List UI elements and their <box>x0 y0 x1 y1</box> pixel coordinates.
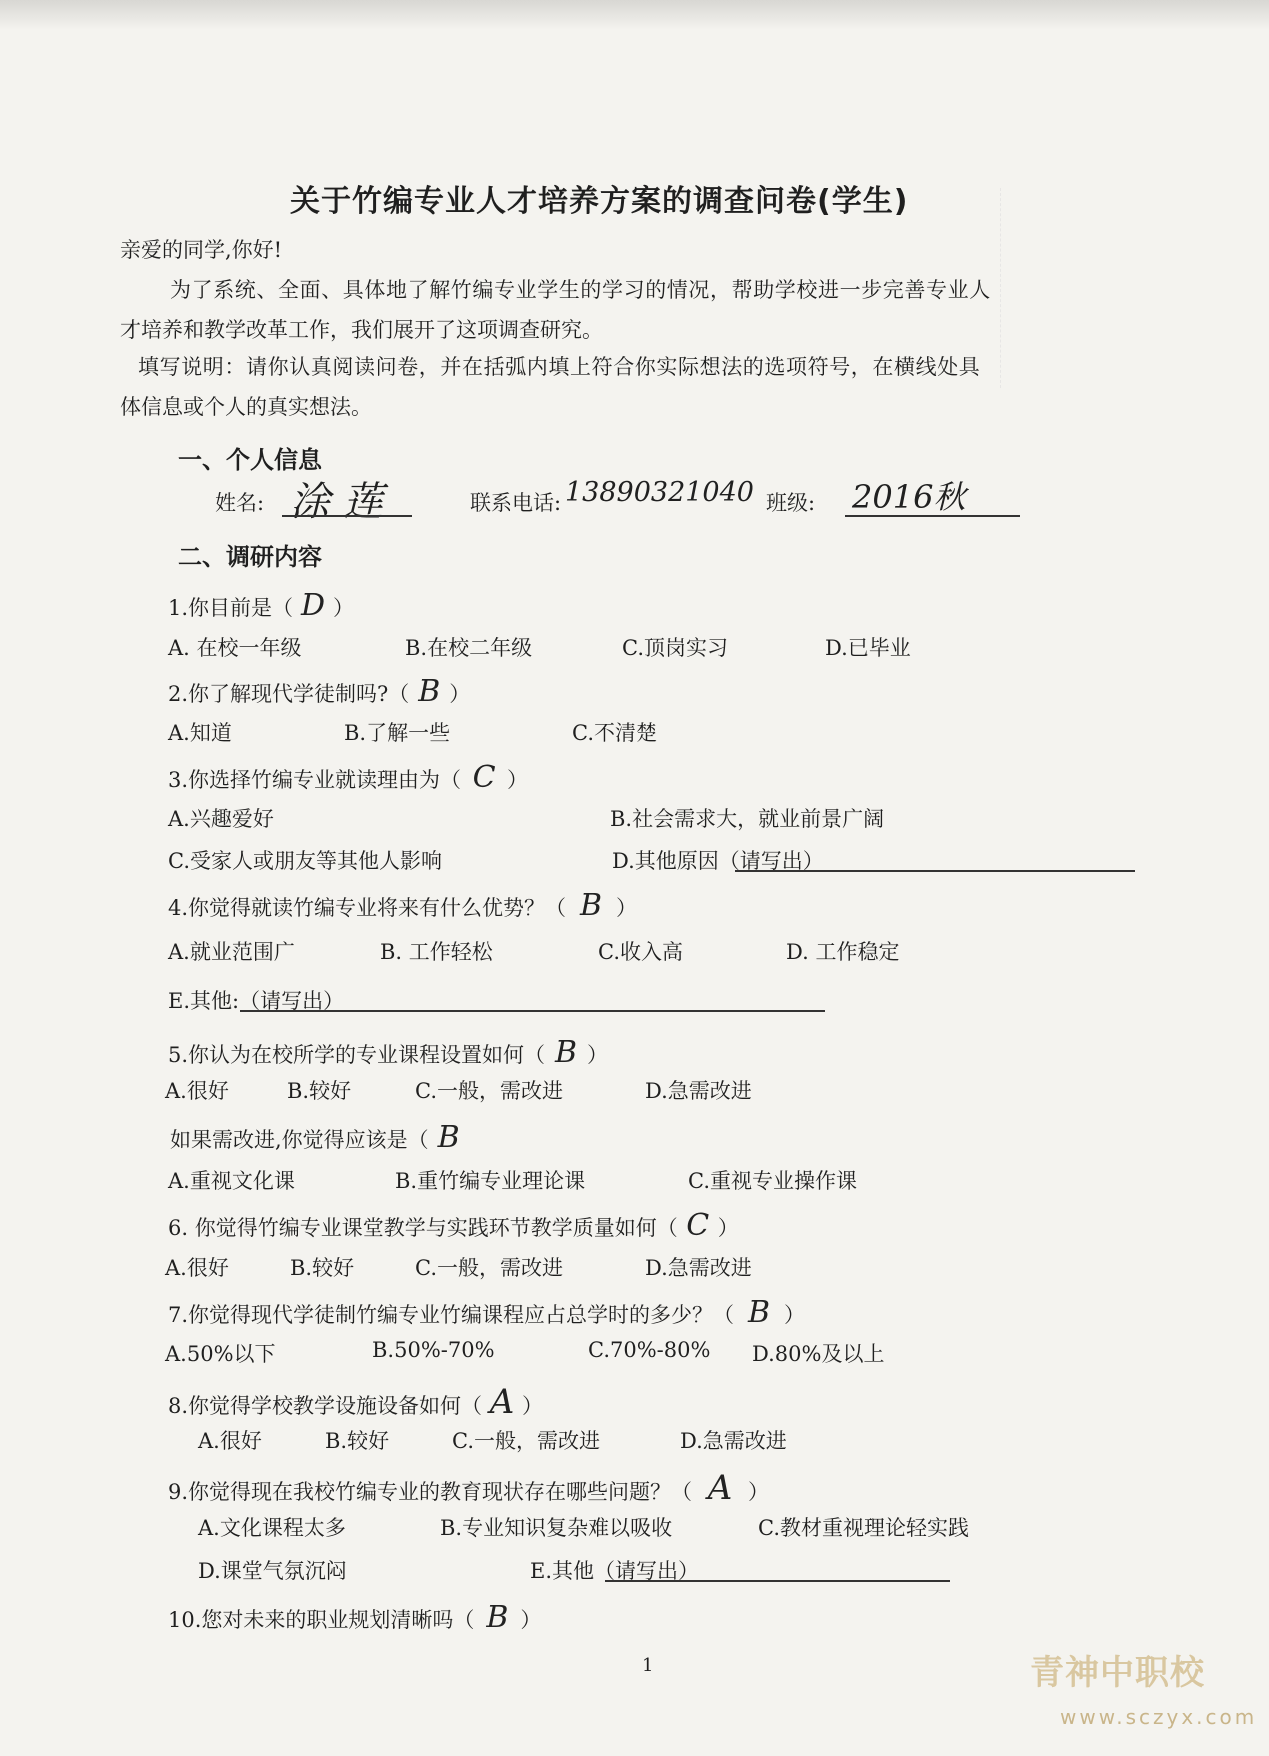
watermark-url: www.sczyx.com <box>1060 1705 1258 1729</box>
q9-option-e: E.其他（请写出） <box>530 1559 700 1583</box>
q9-option-b: B.专业知识复杂难以吸收 <box>440 1516 673 1540</box>
q7-option-d: D.80%及以上 <box>752 1342 885 1366</box>
q7-option-b: B.50%-70% <box>372 1338 495 1362</box>
q6-option-d: D.急需改进 <box>645 1256 752 1280</box>
class-value[interactable]: 2016秋 <box>852 478 966 516</box>
q4-answer[interactable]: B <box>580 888 603 923</box>
q8-option-c: C.一般，需改进 <box>452 1429 600 1453</box>
q5-option-a: A.很好 <box>165 1079 229 1103</box>
watermark-logo-text: 青神中职校 <box>1030 1653 1205 1693</box>
q2-text: 2.你了解现代学徒制吗?（ B ） <box>168 674 471 709</box>
q1-option-a: A. 在校一年级 <box>168 636 302 660</box>
q7-option-c: C.70%-80% <box>588 1338 711 1362</box>
intro-line-2: 才培养和教学改革工作，我们展开了这项调查研究。 <box>120 318 603 342</box>
phone-label: 联系电话: <box>470 491 562 515</box>
q4-option-e: E.其他:（请写出） <box>168 989 345 1013</box>
q4-option-c: C.收入高 <box>598 940 683 964</box>
q9-answer[interactable]: A <box>707 1468 733 1508</box>
q3-option-b: B.社会需求大，就业前景广阔 <box>610 807 885 831</box>
q5-option-c: C.一般，需改进 <box>415 1079 563 1103</box>
q1-option-c: C.顶岗实习 <box>622 636 728 660</box>
q8-option-d: D.急需改进 <box>680 1429 787 1453</box>
q5-sub-option-a: A.重视文化课 <box>168 1169 295 1193</box>
instructions-line-1: 填写说明：请你认真阅读问卷，并在括弧内填上符合你实际想法的选项符号，在横线处具 <box>138 355 981 379</box>
q4-other-line[interactable] <box>240 1010 825 1012</box>
instructions-line-2: 体信息或个人的真实想法。 <box>120 395 372 419</box>
q4-option-d: D. 工作稳定 <box>786 940 900 964</box>
q8-option-b: B.较好 <box>325 1429 390 1453</box>
q5-sub-option-b: B.重竹编专业理论课 <box>395 1169 586 1193</box>
class-underline <box>845 515 1020 517</box>
q3-text: 3.你选择竹编专业就读理由为（ C ） <box>168 760 529 795</box>
phone-value[interactable]: 13890321040 <box>565 477 754 508</box>
q9-other-line[interactable] <box>605 1580 950 1582</box>
section-personal-info: 一、个人信息 <box>178 446 322 474</box>
q6-answer[interactable]: C <box>686 1208 710 1243</box>
section-survey-content: 二、调研内容 <box>178 543 322 571</box>
q10-answer[interactable]: B <box>486 1600 509 1635</box>
q5-text: 5.你认为在校所学的专业课程设置如何（ B ） <box>168 1035 609 1070</box>
q7-option-a: A.50%以下 <box>165 1342 276 1366</box>
q1-text: 1.你目前是（ D ） <box>168 588 355 623</box>
q3-option-d: D.其他原因（请写出） <box>612 849 824 873</box>
q3-answer[interactable]: C <box>472 760 496 795</box>
survey-title: 关于竹编专业人才培养方案的调查问卷(学生) <box>290 184 909 219</box>
greeting: 亲爱的同学,你好! <box>120 238 283 262</box>
q6-text: 6. 你觉得竹编专业课堂教学与实践环节教学质量如何（ C ） <box>168 1208 739 1243</box>
page-number: 1 <box>642 1655 654 1676</box>
q10-text: 10.您对未来的职业规划清晰吗（ B ） <box>168 1600 542 1635</box>
q9-option-c: C.教材重视理论轻实践 <box>758 1516 969 1540</box>
q5-sub-answer[interactable]: B <box>437 1120 460 1155</box>
q3-option-c: C.受家人或朋友等其他人影响 <box>168 849 442 873</box>
q5-sub-option-c: C.重视专业操作课 <box>688 1169 857 1193</box>
q1-option-b: B.在校二年级 <box>405 636 533 660</box>
q4-option-b: B. 工作轻松 <box>380 940 493 964</box>
bleed-through-area <box>1000 188 1181 388</box>
q5-option-b: B.较好 <box>287 1079 352 1103</box>
q5-answer[interactable]: B <box>555 1035 578 1070</box>
q2-option-a: A.知道 <box>168 721 232 745</box>
q2-answer[interactable]: B <box>418 674 441 709</box>
scan-shadow <box>0 0 1269 30</box>
q2-option-b: B.了解一些 <box>344 721 451 745</box>
q9-option-d: D.课堂气氛沉闷 <box>198 1559 347 1583</box>
q5-sub-text: 如果需改进,你觉得应该是（ B <box>170 1120 469 1155</box>
q4-option-a: A.就业范围广 <box>168 940 295 964</box>
q8-text: 8.你觉得学校教学设施设备如何（ A ） <box>168 1382 544 1422</box>
q5-option-d: D.急需改进 <box>645 1079 752 1103</box>
q1-answer[interactable]: D <box>301 588 326 623</box>
q2-option-c: C.不清楚 <box>572 721 657 745</box>
name-underline <box>282 515 412 517</box>
q4-text: 4.你觉得就读竹编专业将来有什么优势？（ B ） <box>168 888 638 923</box>
q6-option-c: C.一般，需改进 <box>415 1256 563 1280</box>
name-value[interactable]: 涂 莲 <box>290 479 383 525</box>
q3-option-a: A.兴趣爱好 <box>168 807 274 831</box>
q6-option-a: A.很好 <box>165 1256 229 1280</box>
intro-line-1: 为了系统、全面、具体地了解竹编专业学生的学习的情况，帮助学校进一步完善专业人 <box>170 278 991 302</box>
q9-text: 9.你觉得现在我校竹编专业的教育现状存在哪些问题？（ A ） <box>168 1468 770 1508</box>
q8-option-a: A.很好 <box>198 1429 262 1453</box>
name-label: 姓名: <box>215 491 265 515</box>
q3-other-line[interactable] <box>735 870 1135 872</box>
q7-text: 7.你觉得现代学徒制竹编专业竹编课程应占总学时的多少？（ B ） <box>168 1295 806 1330</box>
q8-answer[interactable]: A <box>489 1382 515 1422</box>
q1-option-d: D.已毕业 <box>825 636 911 660</box>
q6-option-b: B.较好 <box>290 1256 355 1280</box>
q7-answer[interactable]: B <box>748 1295 771 1330</box>
q9-option-a: A.文化课程太多 <box>198 1516 346 1540</box>
class-label: 班级: <box>766 491 816 515</box>
